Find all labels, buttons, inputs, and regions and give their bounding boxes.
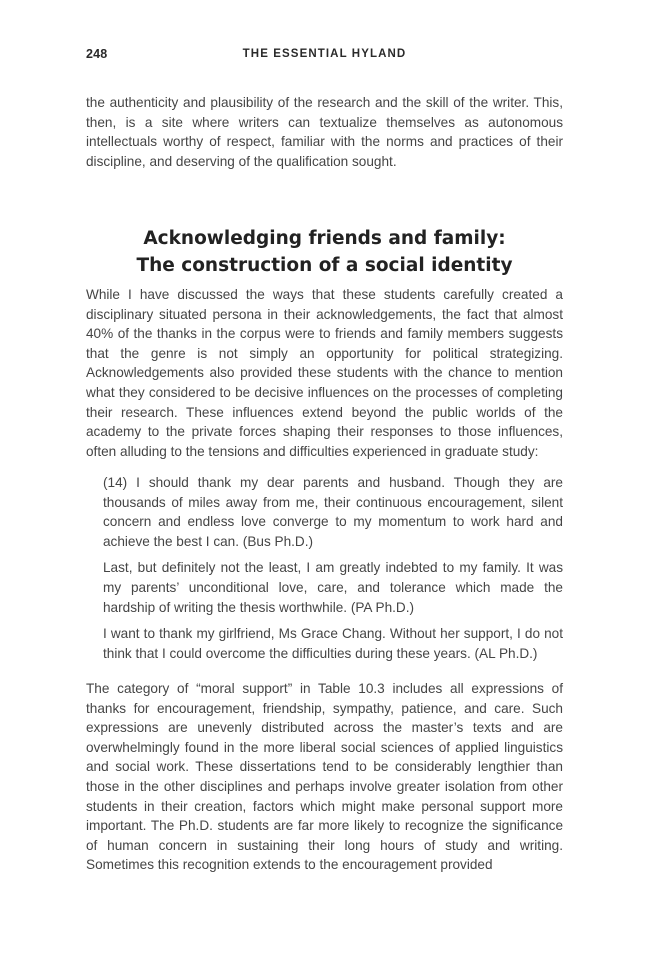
section-heading [86,225,563,279]
block-quote-2: Last, but definitely not the least, I am greatly indebted to my family. It was my parents’ unconditional love, care, and tolerance which made the hardship of writing the thesis worthwhile. (PA Ph.D.) [103,560,563,615]
block-quotes [103,473,563,670]
body-paragraph-3-block [86,679,563,875]
intro-paragraph: the authenticity and plausibility of the research and the skill of the writer. This, then, is a site where writers can textualize themselves as autonomous intellectuals worthy of respect, familiar with the norms and practices of their discipline, and deserving of the qualification sought. [86,95,563,169]
block-quote-3: I want to thank my girlfriend, Ms Grace Chang. Without her support, I do not think that I could overcome the difficulties during these years. (AL Ph.D.) [103,626,563,661]
section-heading-line-2: The construction of a social identity [136,255,513,277]
block-quote-1: (14) I should thank my dear parents and husband. Though they are thousands of miles away from me, their continuous encouragement, silent concern and endless love converge to my momentum to work hard and achieve the best I can. (Bus Ph.D.) [103,475,563,549]
page-number: 248 [86,47,108,61]
intro-paragraph-block [86,93,563,171]
body-paragraph-2: While I have discussed the ways that these students carefully created a disciplinary situated persona in their acknowledgements, the fact that almost 40% of the thanks in the corpus were to friends and family members suggests that the genre is not simply an opportunity for political strategizing. Acknowledgements also provided these students with the chance to mention what they considered to be decisive influences on the processes of completing their research. These influences extend beyond the public worlds of the academy to the private forces shaping their responses to those influences, often alluding to the tensions and difficulties experienced in graduate study: [86,287,563,459]
running-title: THE ESSENTIAL HYLAND [242,48,407,60]
body-paragraph-3: The category of “moral support” in Table 10.3 includes all expressions of thanks for encouragement, friendship, sympathy, patience, and care. Such expressions are unevenly distributed across the master’s texts and are overwhelmingly found in the more liberal social sciences of applied linguistics and social work. These dissertations tend to be considerably lengthier than those in the other disciplines and perhaps involve greater isolation from other students in their creation, factors which might make personal support more important. The Ph.D. students are far more likely to recognize the significance of human concern in sustaining their long hours of study and writing. Sometimes this recognition extends to the encouragement provided [86,681,563,873]
running-header [86,47,563,63]
body-paragraph-2-block [86,285,563,461]
section-heading-line-1: Acknowledging friends and family: [143,228,506,250]
